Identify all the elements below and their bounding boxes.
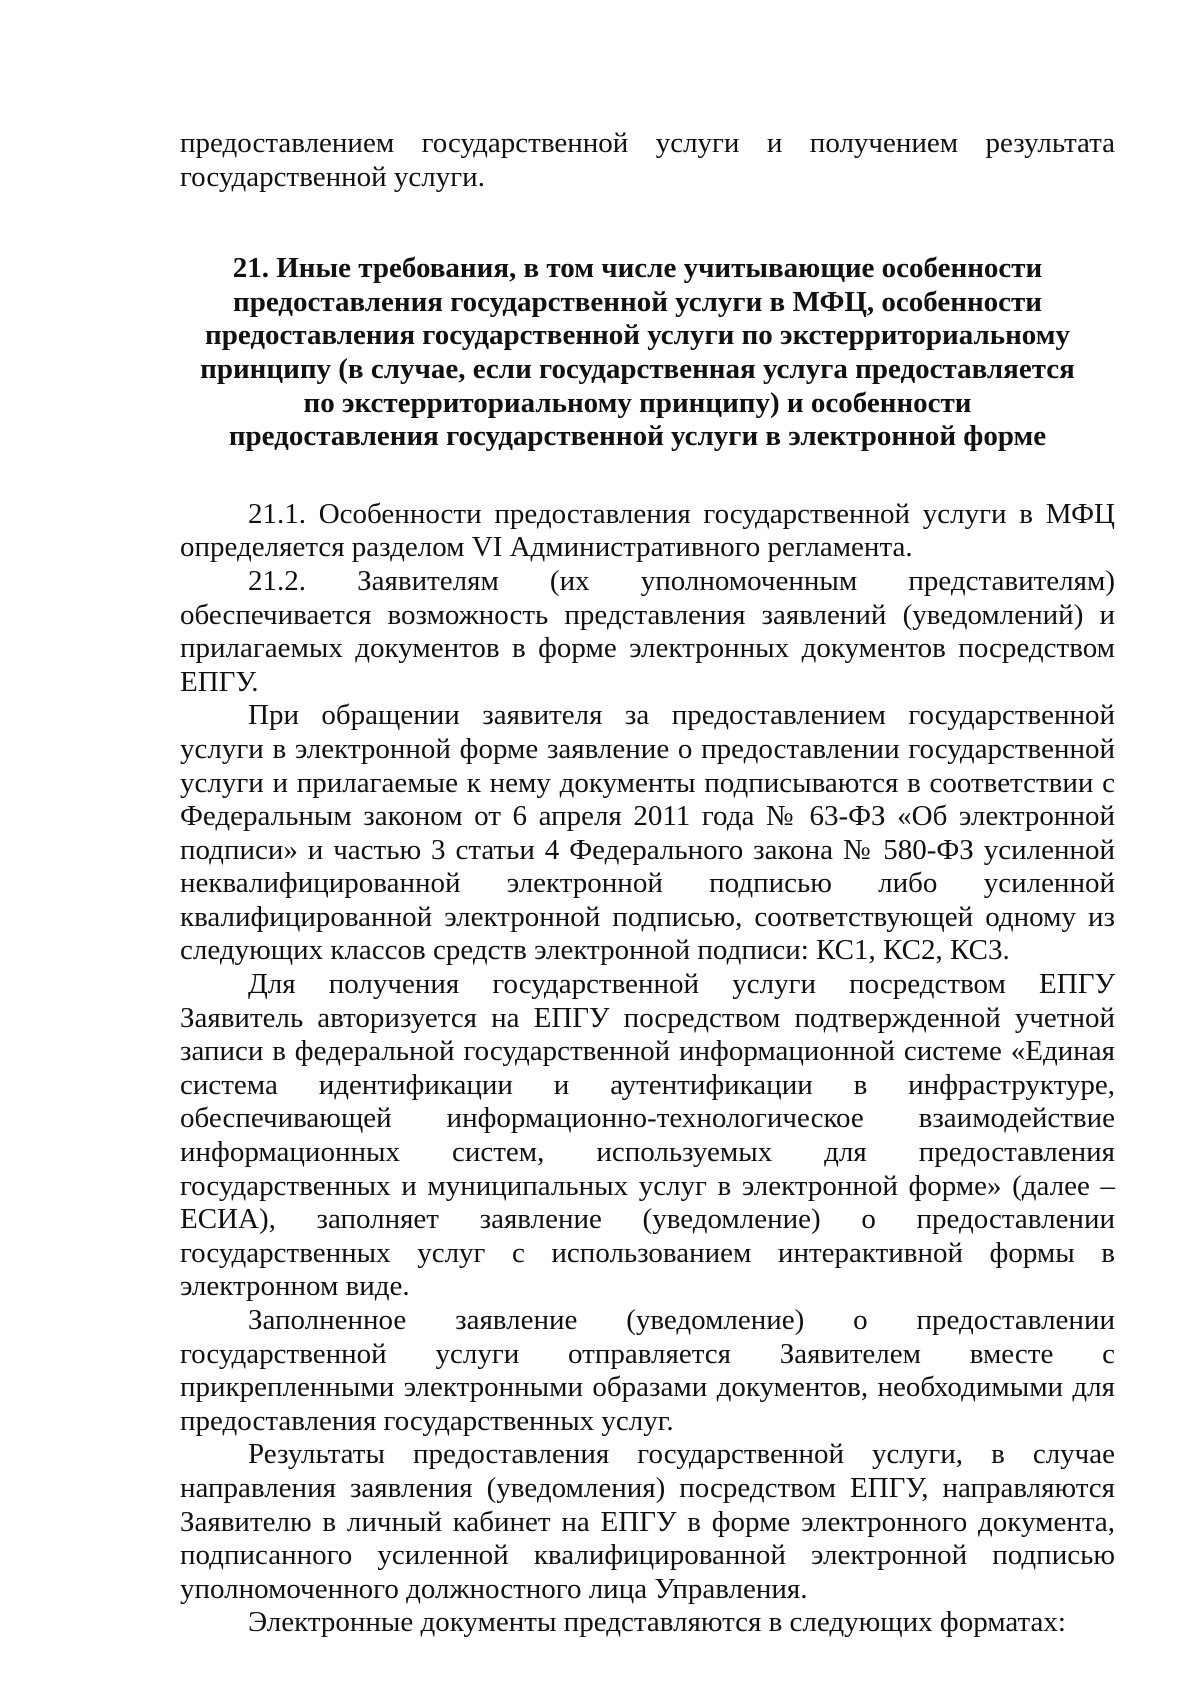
paragraph-formats: Электронные документы представляются в следующих форматах: bbox=[248, 1606, 1066, 1639]
section-heading: 21. Иные требования, в том числе учитывающие особенности предоставления государственной услуги в МФЦ, особенности предоставления государственной услуги по экстерриториальному принципу (в случае, если государственная услуга предоставляется по экстерриториальному принципу) и особенности предоставления государственной услуги в электронной форме bbox=[200, 252, 1075, 453]
document-body bbox=[180, 127, 1115, 1640]
paragraph-results: Результаты предоставления государственной услуги, в случае направления заявления (уведомления) посредством ЕПГУ, направляются Заявителю в личный кабинет на ЕПГУ в форме электронного документа, подписанного усиленной квалифицированной электронной подписью уполномоченного должностного лица Управления. bbox=[180, 1438, 1115, 1605]
paragraph-21-2: 21.2. Заявителям (их уполномоченным представителям) обеспечивается возможность представления заявлений (уведомлений) и прилагаемых документов в форме электронных документов посредством ЕПГУ. bbox=[180, 564, 1115, 698]
paragraph-esia: Для получения государственной услуги посредством ЕПГУ Заявитель авторизуется на ЕПГУ посредством подтвержденной учетной записи в федеральной государственной информационной системе «Единая система идентификации и аутентификации в инфраструктуре, обеспечивающей информационно-технологическое взаимодействие информационных систем, используемых для предоставления государственных и муниципальных услуг в электронной форме» (далее – ЕСИА), заполняет заявление (уведомление) о предоставлении государственных услуг с использованием интерактивной формы в электронном виде. bbox=[180, 968, 1115, 1303]
paragraph-21-1: 21.1. Особенности предоставления государственной услуги в МФЦ определяется разделом VI Административного регламента. bbox=[180, 497, 1115, 564]
paragraph-submission: Заполненное заявление (уведомление) о предоставлении государственной услуги отправляется Заявителем вместе с прикрепленными электронными образами документов, необходимыми для предоставления государственных услуг. bbox=[180, 1304, 1115, 1437]
continuation-paragraph: предоставлением государственной услуги и получением результата государственной услуги. bbox=[180, 127, 1115, 193]
paragraph-signature: При обращении заявителя за предоставлением государственной услуги в электронной форме заявление о предоставлении государственной услуги и прилагаемые к нему документы подписываются в соответствии с Федеральным законом от 6 апреля 2011 года № 63-ФЗ «Об электронной подписи» и частью 3 статьи 4 Федерального закона № 580-ФЗ усиленной неквалифицированной электронной подписью либо усиленной квалифицированной электронной подписью, соответствующей одному из следующих классов средств электронной подписи: КС1, КС2, КС3. bbox=[180, 699, 1115, 967]
